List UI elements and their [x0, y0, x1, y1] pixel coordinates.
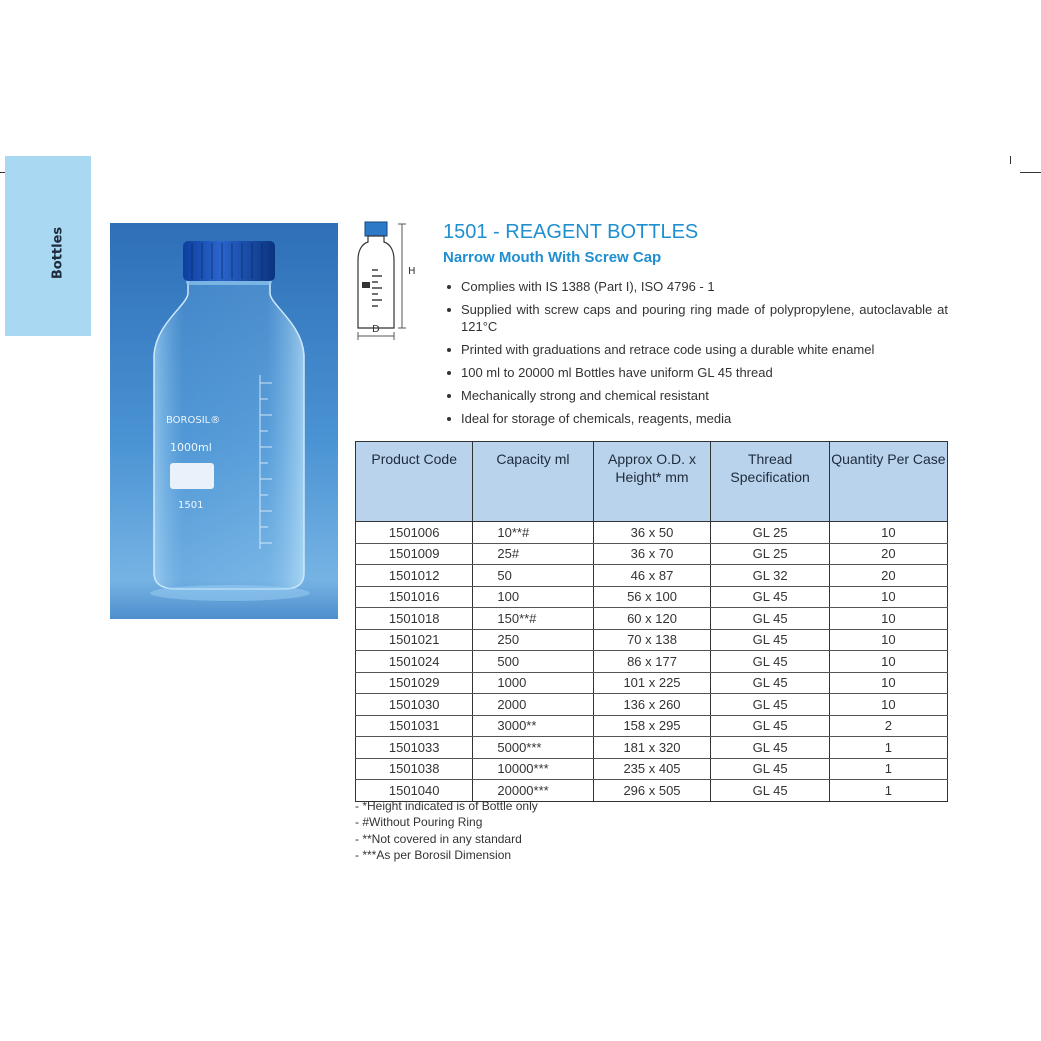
- crop-mark: [1010, 156, 1011, 164]
- footnotes: [355, 798, 538, 863]
- cell-thread: GL 45: [711, 780, 829, 802]
- cell-product-code: 1501021: [356, 629, 473, 651]
- cell-thread: GL 32: [711, 565, 829, 587]
- cell-size: 36 x 70: [593, 543, 711, 565]
- cell-quantity: 10: [829, 672, 947, 694]
- cell-capacity: 20000***: [473, 780, 593, 802]
- cell-thread: GL 25: [711, 543, 829, 565]
- table-row: [356, 737, 948, 759]
- cell-size: 46 x 87: [593, 565, 711, 587]
- cell-product-code: 1501012: [356, 565, 473, 587]
- table-row: [356, 586, 948, 608]
- cell-thread: GL 25: [711, 522, 829, 544]
- cell-size: 56 x 100: [593, 586, 711, 608]
- cell-thread: GL 45: [711, 758, 829, 780]
- table-row: [356, 715, 948, 737]
- cell-quantity: 10: [829, 522, 947, 544]
- cell-capacity: 1000: [473, 672, 593, 694]
- feature-item: Printed with graduations and retrace code using a durable white enamel: [445, 341, 948, 358]
- cell-product-code: 1501006: [356, 522, 473, 544]
- cell-product-code: 1501030: [356, 694, 473, 716]
- cell-product-code: 1501016: [356, 586, 473, 608]
- cell-capacity: 10000***: [473, 758, 593, 780]
- page-subtitle: Narrow Mouth With Screw Cap: [443, 249, 662, 266]
- cell-product-code: 1501024: [356, 651, 473, 673]
- diameter-label: D: [372, 324, 380, 335]
- cell-size: 36 x 50: [593, 522, 711, 544]
- table-row: [356, 608, 948, 630]
- feature-item: Complies with IS 1388 (Part I), ISO 4796 - 1: [445, 278, 948, 295]
- footnote: - **Not covered in any standard: [355, 831, 522, 846]
- table-row: [356, 651, 948, 673]
- cell-product-code: 1501040: [356, 780, 473, 802]
- cell-size: 181 x 320: [593, 737, 711, 759]
- page-title: 1501 - REAGENT BOTTLES: [443, 221, 699, 243]
- footnote: - ***As per Borosil Dimension: [355, 847, 512, 862]
- cell-capacity: 150**#: [473, 608, 593, 630]
- cell-size: 70 x 138: [593, 629, 711, 651]
- cell-quantity: 10: [829, 629, 947, 651]
- table-row: [356, 672, 948, 694]
- cell-quantity: 10: [829, 651, 947, 673]
- cell-thread: GL 45: [711, 715, 829, 737]
- photo-volume: 1000ml: [170, 441, 212, 454]
- cell-capacity: 250: [473, 629, 593, 651]
- table-header-row: [356, 442, 948, 522]
- table-body: [356, 522, 948, 802]
- dimension-diagram: [354, 220, 426, 340]
- cell-thread: GL 45: [711, 737, 829, 759]
- cell-product-code: 1501038: [356, 758, 473, 780]
- cell-size: 235 x 405: [593, 758, 711, 780]
- table-row: [356, 758, 948, 780]
- header-capacity: Capacity ml: [473, 442, 593, 522]
- cell-size: 60 x 120: [593, 608, 711, 630]
- cell-product-code: 1501031: [356, 715, 473, 737]
- header-product-code: Product Code: [356, 442, 473, 522]
- crop-mark: [1020, 172, 1041, 173]
- cell-thread: GL 45: [711, 586, 829, 608]
- cell-capacity: 5000***: [473, 737, 593, 759]
- cell-thread: GL 45: [711, 629, 829, 651]
- photo-model: 1501: [178, 500, 204, 511]
- feature-item: Ideal for storage of chemicals, reagents, media: [445, 410, 948, 427]
- cell-thread: GL 45: [711, 672, 829, 694]
- cell-thread: GL 45: [711, 608, 829, 630]
- cell-capacity: 500: [473, 651, 593, 673]
- section-tab: [5, 156, 91, 336]
- cell-quantity: 1: [829, 758, 947, 780]
- cell-thread: GL 45: [711, 694, 829, 716]
- table-row: [356, 629, 948, 651]
- footnote: - #Without Pouring Ring: [355, 815, 483, 830]
- cell-product-code: 1501018: [356, 608, 473, 630]
- cell-capacity: 3000**: [473, 715, 593, 737]
- table-row: [356, 543, 948, 565]
- feature-item: Supplied with screw caps and pouring ring made of polypropylene, autoclavable at 121°C: [445, 301, 948, 335]
- cell-quantity: 10: [829, 586, 947, 608]
- photo-brand: BOROSIL®: [166, 415, 221, 426]
- table-row: [356, 522, 948, 544]
- header-size: Approx O.D. x Height* mm: [593, 442, 711, 522]
- header-quantity: Quantity Per Case: [829, 442, 947, 522]
- footnote: - *Height indicated is of Bottle only: [355, 799, 538, 813]
- header-thread: Thread Specification: [711, 442, 829, 522]
- cell-product-code: 1501033: [356, 737, 473, 759]
- section-tab-label: Bottles: [50, 226, 66, 280]
- cell-size: 86 x 177: [593, 651, 711, 673]
- cell-product-code: 1501009: [356, 543, 473, 565]
- feature-list: [445, 278, 948, 433]
- cell-quantity: 2: [829, 715, 947, 737]
- table-row: [356, 565, 948, 587]
- cell-size: 158 x 295: [593, 715, 711, 737]
- cell-capacity: 100: [473, 586, 593, 608]
- cell-capacity: 50: [473, 565, 593, 587]
- cell-quantity: 1: [829, 737, 947, 759]
- cell-quantity: 20: [829, 543, 947, 565]
- feature-item: 100 ml to 20000 ml Bottles have uniform GL 45 thread: [445, 364, 948, 381]
- cell-size: 136 x 260: [593, 694, 711, 716]
- cell-quantity: 10: [829, 694, 947, 716]
- cell-product-code: 1501029: [356, 672, 473, 694]
- cell-capacity: 2000: [473, 694, 593, 716]
- product-photo: [110, 223, 338, 619]
- spec-table: [355, 441, 948, 802]
- cell-capacity: 10**#: [473, 522, 593, 544]
- cell-quantity: 20: [829, 565, 947, 587]
- cell-size: 101 x 225: [593, 672, 711, 694]
- feature-item: Mechanically strong and chemical resistant: [445, 387, 948, 404]
- cell-quantity: 1: [829, 780, 947, 802]
- cell-capacity: 25#: [473, 543, 593, 565]
- table-row: [356, 694, 948, 716]
- height-label: H: [408, 266, 416, 277]
- cell-size: 296 x 505: [593, 780, 711, 802]
- cell-quantity: 10: [829, 608, 947, 630]
- cell-thread: GL 45: [711, 651, 829, 673]
